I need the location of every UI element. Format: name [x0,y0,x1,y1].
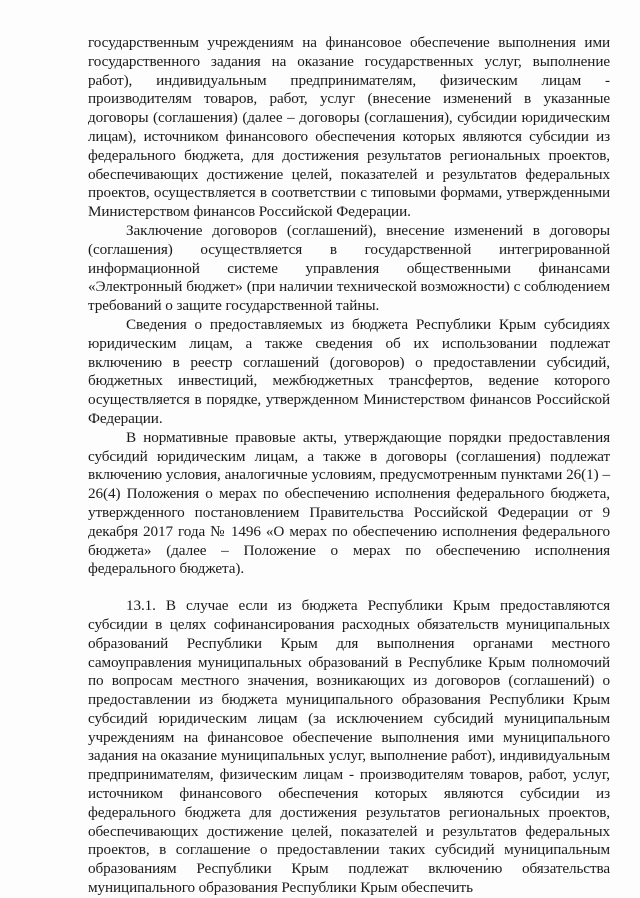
paragraph-section-13-1: 13.1. В случае если из бюджета Республики Крым предоставляются субсидии в целях софинансирования расходных обязательств муниципальных образований Республики Крым для выполнения органами местного самоуправления муниципальных образований в Республике Крым полномочий по вопросам местного значения, возникающих из договоров (соглашений) о предоставлении из бюджета муниципального образования Республики Крым субсидий юридическим лицам (за исключением субсидий муниципальным учреждениям на финансовое обеспечение выполнения ими муниципального задания на оказание муниципальных услуг, выполнение работ), индивидуальным предпринимателям, физическим лицам - производителям товаров, работ, услуг, источником финансового обеспечения которых являются субсидии из федерального бюджета для достижения результатов региональных проектов, обеспечивающих достижение целей, показателей и результатов федеральных проектов, в соглашение о предоставлении таких субсидий муниципальным образованиям Республики Крым подлежат включению обязательства муниципального образования Республики Крым обеспечить [88,597,610,897]
paragraph-continuation: государственным учреждениям на финансовое обеспечение выполнения ими государственного задания на оказание государственных услуг, выполнение работ), индивидуальным предпринимателям, физическим лицам - производителям товаров, работ, услуг (внесение изменений в указанные договоры (соглашения) (далее – договоры (соглашения), субсидии юридическим лицам), источником финансового обеспечения которых являются субсидии из федерального бюджета, для достижения результатов региональных проектов, обеспечивающих достижение целей, показателей и результатов федеральных проектов, осуществляется в соответствии с типовыми формами, утвержденными Министерством финансов Российской Федерации. [88,34,610,221]
scan-speck [486,858,488,860]
document-body [88,34,610,898]
paragraph-electronic-budget: Заключение договоров (соглашений), внесение изменений в договоры (соглашения) осуществляется в государственной интегрированной информационной системе управления общественными финансами «Электронный бюджет» (при наличии технической возможности) с соблюдением требований о защите государственной тайны. [88,221,610,315]
paragraph-normative-acts: В нормативные правовые акты, утверждающие порядки предоставления субсидий юридическим лицам, а также в договоры (соглашения) подлежат включению условия, аналогичные условиям, предусмотренным пунктами 26(1) – 26(4) Положения о мерах по обеспечению исполнения федерального бюджета, утвержденного постановлением Правительства Российской Федерации от 9 декабря 2017 года № 1496 «О мерах по обеспечению исполнения федерального бюджета» (далее – Положение о мерах по обеспечению исполнения федерального бюджета). [88,428,610,578]
paragraph-subsidy-register: Сведения о предоставляемых из бюджета Республики Крым субсидиях юридическим лицам, а также сведения об их использовании подлежат включению в реестр соглашений (договоров) о предоставлении субсидий, бюджетных инвестиций, межбюджетных трансфертов, ведение которого осуществляется в порядке, утвержденном Министерством финансов Российской Федерации. [88,315,610,427]
